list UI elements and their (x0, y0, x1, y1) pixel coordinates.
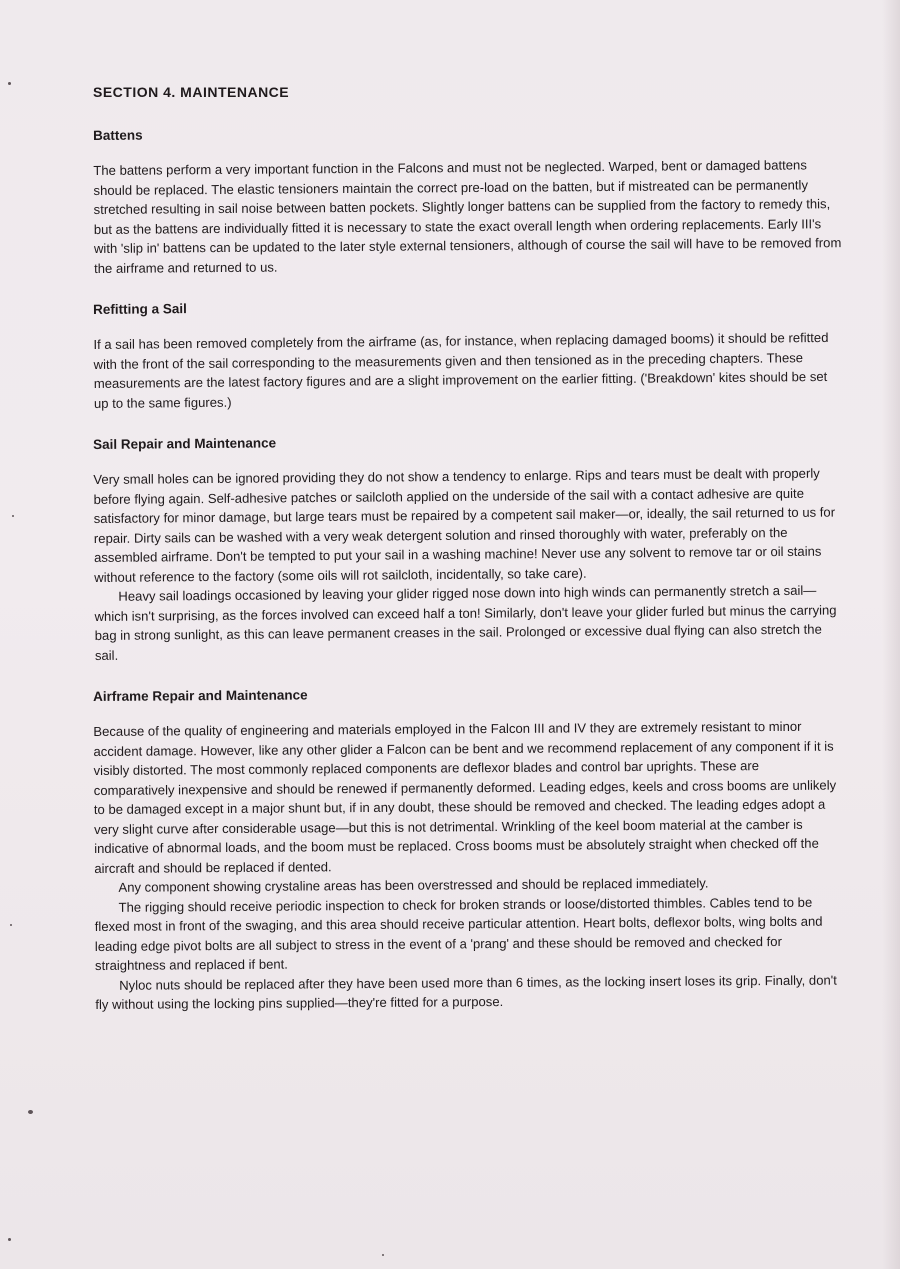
page-speck (28, 1110, 33, 1114)
section-sail-repair (93, 430, 843, 665)
section-heading-airframe-repair: Airframe Repair and Maintenance (93, 687, 308, 704)
paragraph-airframe-repair-1: Because of the quality of engineering and materials employed in the Falcon III and IV they are extremely resistant to minor accident damage. However, like any other glider a Falcon can be bent and we recommend replacement of any component if it is visibly distorted. The most commonly replaced components are deflexor blades and control bar uprights. These are comparatively inexpensive and should be renewed if permanently deformed. Leading edges, keels and cross booms are unlikely to be damaged except in a major shunt but, if in any doubt, these should be removed and checked. The leading edges adopt a very slight curve after considerable usage—but this is not detrimental. Wrinkling of the keel boom material at the camber is indicative of abnormal loads, and the boom must be replaced. Cross booms must be absolutely straight when checked off the aircraft and should be replaced if dented. (93, 718, 837, 876)
paragraph-battens: The battens perform a very important function in the Falcons and must not be neglected. Warped, bent or damaged battens should be replaced. The elastic tensioners maintain the correct pre-load on the batten, but if mistreated can be permanently stretched resulting in sail noise between batten pockets. Slightly longer battens can be supplied from the factory to remedy this, but as the battens are individually fitted it is necessary to state the exact overall length when ordering replacements. Early III's with 'slip in' battens can be updated to the later style external tensioners, although of course the sail will have to be removed from the airframe and returned to us. (93, 157, 842, 276)
paragraph-airframe-repair-2: Any component showing crystaline areas has been overstressed and should be replaced immediately. (118, 875, 709, 895)
page-speck (12, 515, 14, 517)
paragraph-sail-repair-2: Heavy sail loadings occasioned by leaving your glider rigged nose down into high winds can permanently stretch a sail—which isn't surprising, as the forces involved can exceed half a ton! Similarly, don't leave your glider furled but minus the carrying bag in strong sunlight, as this can leave permanent creases in the sail. Prolonged or excessive dual flying can also stretch the sail. (94, 582, 837, 663)
section-refitting-a-sail (93, 295, 842, 413)
section-title: SECTION 4. MAINTENANCE (93, 84, 290, 100)
section-heading-sail-repair: Sail Repair and Maintenance (93, 435, 277, 452)
page-speck (382, 1254, 384, 1256)
section-heading-refitting-a-sail: Refitting a Sail (93, 301, 187, 317)
page-speck (10, 924, 12, 926)
paragraph-refitting-a-sail: If a sail has been removed completely from the airframe (as, for instance, when replacing damaged booms) it should be refitted with the front of the sail corresponding to the measurements given and then tensioned as in the preceding chapters. These measurements are the latest factory figures and are a slight improvement on the earlier fitting. ('Breakdown' kites should be set up to the same figures.) (93, 329, 829, 411)
section-battens (93, 122, 842, 278)
page-speck (8, 1238, 11, 1241)
paragraph-sail-repair-1: Very small holes can be ignored providing they do not show a tendency to enlarge. Rips and tears must be dealt with properly before flying again. Self-adhesive patches or sailcloth applied on the underside of the sail with a contact adhesive are quite satisfactory for minor damage, but large tears must be repaired by a competent sail maker—or, ideally, the sail returned to us for repair. Dirty sails can be washed with a very weak detergent solution and rinsed thoroughly with water, preferably on the assembled airframe. Don't be tempted to put your sail in a washing machine! Never use any solvent to remove tar or oil stains without reference to the factory (some oils will rot sailcloth, incidentally, so take care). (93, 465, 836, 585)
paragraph-airframe-repair-3: The rigging should receive periodic inspection to check for broken strands or loose/distorted thimbles. Cables tend to be flexed most in front of the swaging, and this area should receive particular attention. Heart bolts, deflexor bolts, wing bolts and leading edge pivot bolts are all subject to stress in the event of a 'prang' and these should be removed and checked for straightness and replaced if bent. (94, 894, 823, 973)
page-edge-shadow (882, 0, 900, 1269)
section-airframe-repair (93, 684, 843, 1015)
paragraph-airframe-repair-4: Nyloc nuts should be replaced after they have been used more than 6 times, as the locking insert loses its grip. Finally, don't fly without using the locking pins supplied—they're fitted for a purpose. (95, 972, 837, 1012)
section-heading-battens: Battens (93, 127, 143, 143)
document-content (93, 84, 841, 1039)
page-speck (8, 82, 11, 85)
